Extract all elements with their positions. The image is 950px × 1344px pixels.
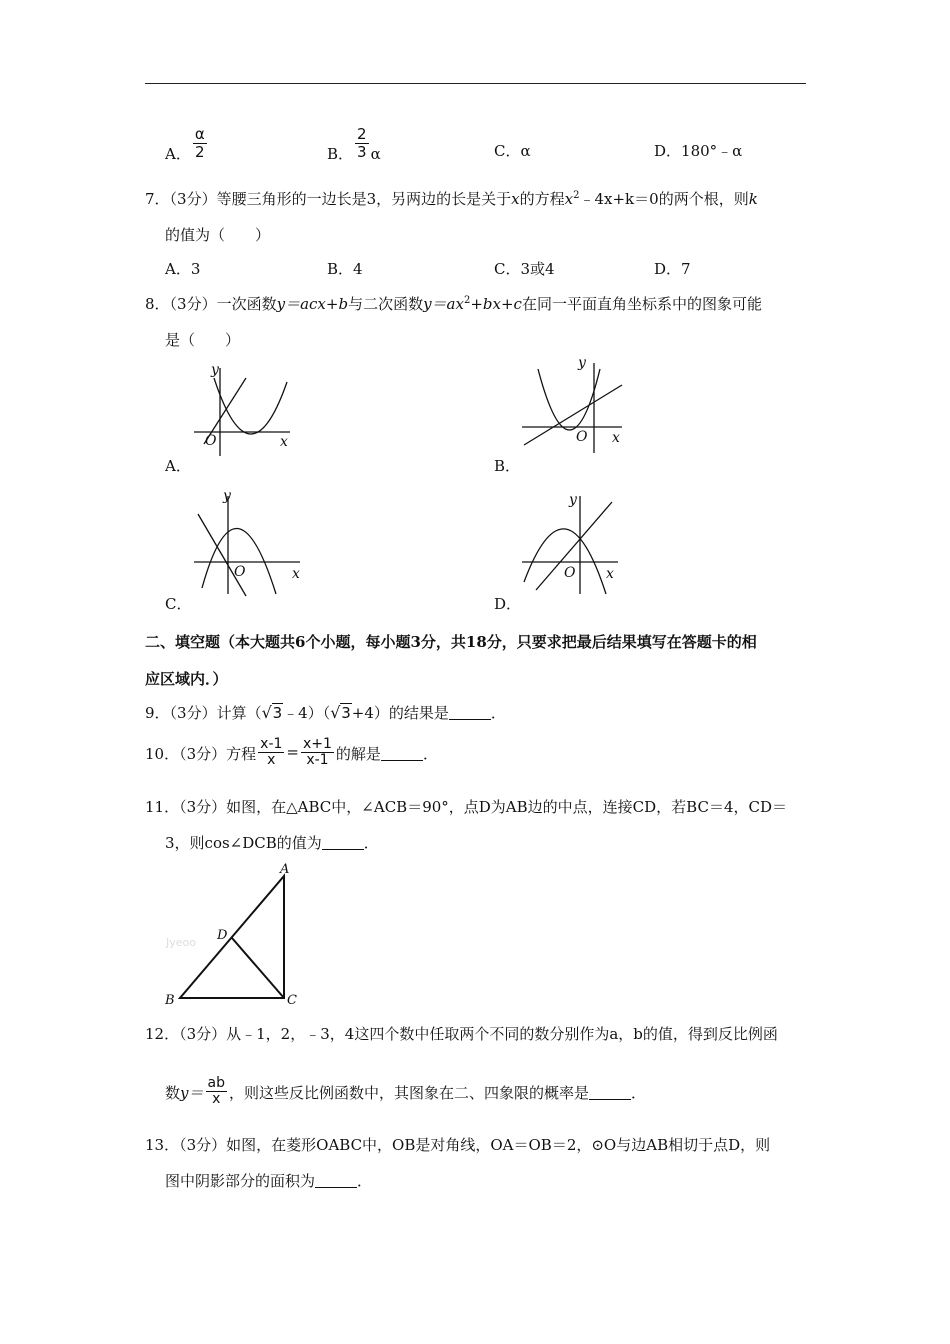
x-axis-label: x [280, 434, 288, 450]
y-axis-label: y [578, 355, 586, 371]
point-c-label: C [287, 993, 297, 1008]
q6-option-a: A． $\frac{\alpha}{2}$ [165, 125, 205, 163]
q11-stem: 11．（3分）如图，在△ABC中，∠ACB＝90°，点D为AB边的中点，连接CD，若BC＝4，CD＝ [145, 798, 787, 816]
q12-stem: 12．（3分）从﹣1，2，﹣3，4这四个数中任取两个不同的数分别作为a，b的值，得到反比例函 [145, 1025, 778, 1043]
origin-label: O [234, 564, 246, 580]
q7-option-c: C．3或4 [494, 260, 555, 278]
q7-option-a: A．3 [165, 260, 201, 278]
point-b-label: B [165, 993, 175, 1008]
q10-stem: 10．（3分）方程 $\frac{x-1}{x}$ = $\frac{x+1}{x-1}$ 的解是 ． [145, 736, 438, 769]
q7-stem: 7．（3分）等腰三角形的一边长是3，另两边的长是关于x的方程$x^2﹣4x+k=0$的两个根，则k [145, 190, 758, 208]
q6-option-b: B． $\frac{2}{3}$ α [327, 125, 381, 163]
y-axis-label: y [223, 488, 231, 504]
point-d-label: D [217, 928, 228, 943]
line-graph [524, 385, 622, 445]
q7-option-b: B．4 [327, 260, 363, 278]
x-axis-label: x [612, 430, 620, 446]
section2-heading: 二、填空题（本大题共6个小题，每小题3分，共18分，只要求把最后结果填写在答题卡的相 [145, 633, 757, 651]
y-axis-label: y [569, 492, 577, 508]
y-axis-label: y [211, 362, 219, 378]
q13-stem: 13．（3分）如图，在菱形OABC中，OB是对角线，OA＝OB＝2，⊙O与边AB相切于点D，则 [145, 1136, 771, 1154]
x-axis-label: x [292, 566, 300, 582]
parabola [214, 378, 287, 434]
q6-option-d: D．180°﹣α [654, 142, 743, 160]
q7-option-d: D．7 [654, 260, 691, 278]
header-rule [145, 83, 806, 84]
answer-blank[interactable] [381, 746, 423, 761]
q8-option-d: D． [494, 595, 522, 613]
watermark: Jyeoo [166, 936, 196, 949]
q8-graph-c [190, 490, 310, 600]
answer-blank[interactable] [449, 705, 491, 720]
q8-option-c: C． [165, 595, 192, 613]
q8-graph-a [190, 360, 300, 460]
line-graph [204, 378, 246, 444]
q6-option-c: C．α [494, 142, 531, 160]
q13-stem-line2: 图中阴影部分的面积为 ． [165, 1172, 373, 1190]
q8-graph-d [518, 490, 628, 600]
origin-label: O [205, 433, 217, 449]
q12-stem-line2: 数y＝ $\frac{ab}{x}$ ，则这些反比例函数中，其图象在二、四象限的概率是 ． [165, 1075, 646, 1108]
q8-option-a: A． [165, 457, 191, 475]
q7-stem-line2: 的值为（ ） [165, 226, 271, 244]
q9-stem: 9．（3分）计算（ √ 3﹣4）（ √ 3+4）的结果是 ． [145, 703, 506, 722]
parabola [538, 369, 600, 430]
q8-stem-line2: 是（ ） [165, 331, 241, 349]
sqrt-icon: √ 3 [330, 703, 351, 722]
origin-label: O [576, 429, 588, 445]
q11-stem-line2: 3，则cos∠DCB的值为 ． [165, 834, 379, 852]
q11-triangle-figure [160, 858, 310, 1008]
answer-blank[interactable] [315, 1173, 357, 1188]
segment-cd [232, 938, 284, 998]
q8-stem: 8．（3分）一次函数y＝acx+b与二次函数$y=ax^2+bx+c$在同一平面直角坐标系中的图象可能 [145, 295, 762, 313]
sqrt-icon: √ 3 [261, 703, 283, 722]
point-a-label: A [280, 862, 290, 877]
answer-blank[interactable] [322, 835, 364, 850]
q8-graph-b [518, 355, 628, 455]
line-graph [198, 514, 246, 596]
answer-blank[interactable] [589, 1085, 631, 1100]
q8-option-b: B． [494, 457, 521, 475]
section2-heading-line2: 应区域内．） [145, 670, 228, 688]
origin-label: O [564, 565, 576, 581]
x-axis-label: x [606, 566, 614, 582]
